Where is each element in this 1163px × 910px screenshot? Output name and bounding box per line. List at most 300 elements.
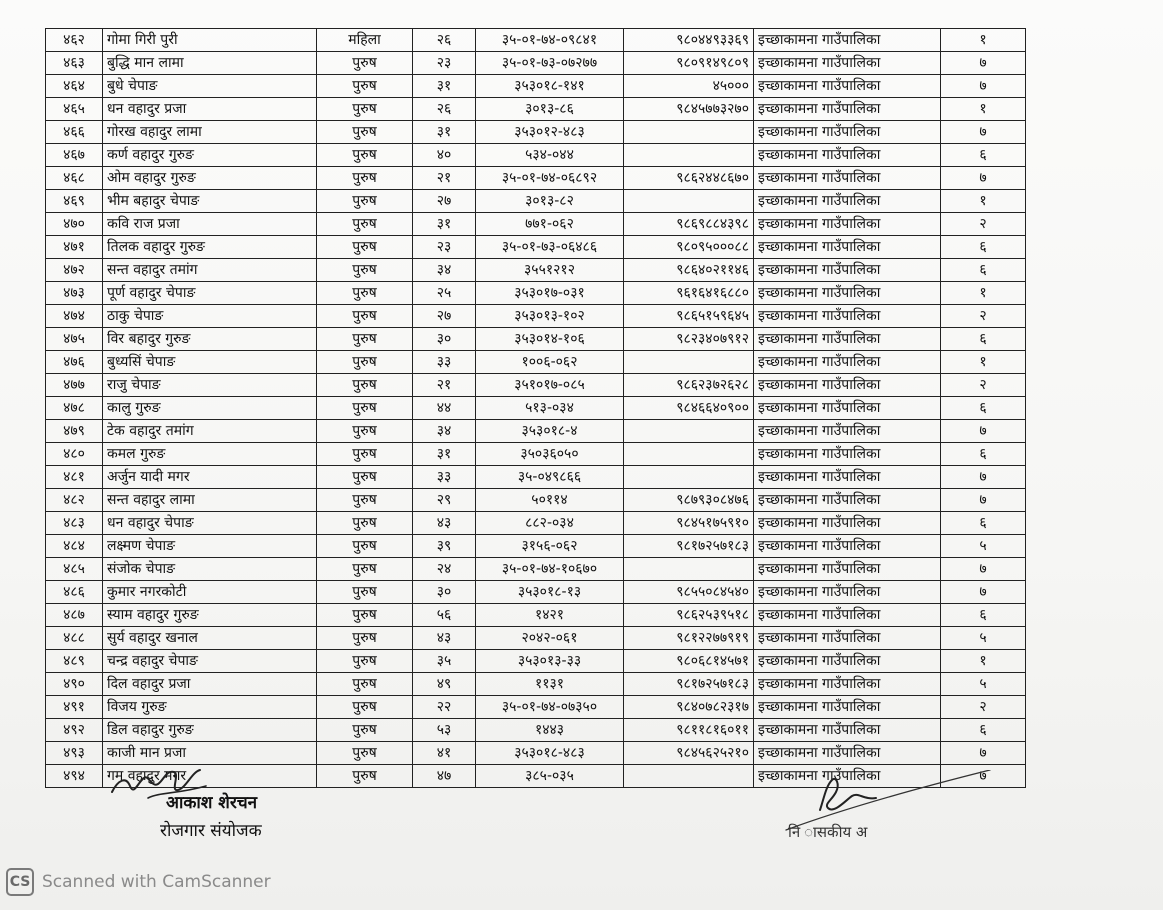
age-cell: २२ — [413, 696, 476, 719]
ward-cell: ६ — [941, 144, 1026, 167]
phone-cell — [624, 765, 754, 788]
age-cell: २१ — [413, 167, 476, 190]
gender-cell: पुरुष — [317, 98, 413, 121]
phone-cell — [624, 420, 754, 443]
name-cell: लक्ष्मण चेपाङ — [103, 535, 317, 558]
name-cell: बुध्यसिं चेपाङ — [103, 351, 317, 374]
serial-number-cell: ४६९ — [46, 190, 103, 213]
ward-cell: ६ — [941, 604, 1026, 627]
table-row — [46, 604, 1026, 627]
name-cell: गम वहादुर मगर — [103, 765, 317, 788]
gender-cell: पुरुष — [317, 604, 413, 627]
serial-number-cell: ४८७ — [46, 604, 103, 627]
gender-cell: पुरुष — [317, 627, 413, 650]
municipality-cell: इच्छाकामना गाउँपालिका — [754, 581, 941, 604]
phone-cell — [624, 558, 754, 581]
phone-cell: ९८०९१४९८०९ — [624, 52, 754, 75]
gender-cell: पुरुष — [317, 374, 413, 397]
citizenship-number-cell: ३५३०१४-१०६ — [476, 328, 624, 351]
name-cell: बुधे चेपाङ — [103, 75, 317, 98]
serial-number-cell: ४७६ — [46, 351, 103, 374]
age-cell: ३९ — [413, 535, 476, 558]
municipality-cell: इच्छाकामना गाउँपालिका — [754, 374, 941, 397]
ward-cell: ७ — [941, 75, 1026, 98]
age-cell: ५३ — [413, 719, 476, 742]
ward-cell: ७ — [941, 420, 1026, 443]
citizenship-number-cell: ३०१३-८६ — [476, 98, 624, 121]
age-cell: ३४ — [413, 259, 476, 282]
table-row — [46, 397, 1026, 420]
table-row — [46, 673, 1026, 696]
municipality-cell: इच्छाकामना गाउँपालिका — [754, 213, 941, 236]
camscanner-watermark — [6, 866, 271, 898]
serial-number-cell: ४६२ — [46, 29, 103, 52]
municipality-cell: इच्छाकामना गाउँपालिका — [754, 627, 941, 650]
age-cell: ४७ — [413, 765, 476, 788]
table-row — [46, 512, 1026, 535]
age-cell: २५ — [413, 282, 476, 305]
table-row — [46, 466, 1026, 489]
serial-number-cell: ४७३ — [46, 282, 103, 305]
municipality-cell: इच्छाकामना गाउँपालिका — [754, 236, 941, 259]
serial-number-cell: ४८८ — [46, 627, 103, 650]
citizenship-number-cell: ३५-०४९८६६ — [476, 466, 624, 489]
ward-cell: १ — [941, 282, 1026, 305]
ward-cell: ५ — [941, 535, 1026, 558]
municipality-cell: इच्छाकामना गाउँपालिका — [754, 305, 941, 328]
citizenship-number-cell: ३५-०१-७४-०९८४१ — [476, 29, 624, 52]
municipality-cell: इच्छाकामना गाउँपालिका — [754, 719, 941, 742]
phone-cell: ९८१२२७७९१९ — [624, 627, 754, 650]
citizenship-number-cell: ३५३०१७-०३१ — [476, 282, 624, 305]
citizenship-number-cell: १४४३ — [476, 719, 624, 742]
ward-cell: १ — [941, 29, 1026, 52]
ward-cell: ७ — [941, 167, 1026, 190]
phone-cell: ९८४५१७५९१० — [624, 512, 754, 535]
serial-number-cell: ४९१ — [46, 696, 103, 719]
serial-number-cell: ४८० — [46, 443, 103, 466]
table-row — [46, 167, 1026, 190]
municipality-cell: इच्छाकामना गाउँपालिका — [754, 742, 941, 765]
gender-cell: पुरुष — [317, 512, 413, 535]
ward-cell: १ — [941, 650, 1026, 673]
age-cell: २१ — [413, 374, 476, 397]
ward-cell: २ — [941, 213, 1026, 236]
citizenship-number-cell: ५१३-०३४ — [476, 397, 624, 420]
name-cell: सुर्य वहादुर खनाल — [103, 627, 317, 650]
name-cell: चन्द्र वहादुर चेपाङ — [103, 650, 317, 673]
gender-cell: पुरुष — [317, 213, 413, 236]
phone-cell: ९८६२५३९५१८ — [624, 604, 754, 627]
name-cell: डिल वहादुर गुरुङ — [103, 719, 317, 742]
ward-cell: ७ — [941, 466, 1026, 489]
phone-cell — [624, 121, 754, 144]
citizenship-number-cell: ३५३०१८-१३ — [476, 581, 624, 604]
name-cell: ठाकु चेपाङ — [103, 305, 317, 328]
name-cell: तिलक वहादुर गुरुङ — [103, 236, 317, 259]
name-cell: कर्ण वहादुर गुरुङ — [103, 144, 317, 167]
name-cell: कवि राज प्रजा — [103, 213, 317, 236]
municipality-cell: इच्छाकामना गाउँपालिका — [754, 696, 941, 719]
citizenship-number-cell: ३८५-०३५ — [476, 765, 624, 788]
table-row — [46, 98, 1026, 121]
serial-number-cell: ४७२ — [46, 259, 103, 282]
table-row — [46, 351, 1026, 374]
ward-cell: २ — [941, 374, 1026, 397]
municipality-cell: इच्छाकामना गाउँपालिका — [754, 167, 941, 190]
name-cell: सन्त वहादुर लामा — [103, 489, 317, 512]
serial-number-cell: ४६६ — [46, 121, 103, 144]
ward-cell: १ — [941, 190, 1026, 213]
phone-cell: ९८२३४०७९१२ — [624, 328, 754, 351]
gender-cell: पुरुष — [317, 305, 413, 328]
municipality-cell: इच्छाकामना गाउँपालिका — [754, 420, 941, 443]
name-cell: स्याम वहादुर गुरुङ — [103, 604, 317, 627]
municipality-cell: इच्छाकामना गाउँपालिका — [754, 512, 941, 535]
age-cell: २६ — [413, 29, 476, 52]
municipality-cell: इच्छाकामना गाउँपालिका — [754, 52, 941, 75]
name-cell: राजु चेपाङ — [103, 374, 317, 397]
ward-cell: ६ — [941, 328, 1026, 351]
ward-cell: ६ — [941, 397, 1026, 420]
table-row — [46, 236, 1026, 259]
gender-cell: पुरुष — [317, 144, 413, 167]
table-row — [46, 328, 1026, 351]
age-cell: ३१ — [413, 75, 476, 98]
officer-role: नि ासकीय अ — [788, 823, 868, 841]
ward-cell: ७ — [941, 489, 1026, 512]
name-cell: कमल गुरुङ — [103, 443, 317, 466]
name-cell: भीम बहादुर चेपाङ — [103, 190, 317, 213]
table-row — [46, 213, 1026, 236]
serial-number-cell: ४६३ — [46, 52, 103, 75]
age-cell: ३० — [413, 328, 476, 351]
ward-cell: १ — [941, 351, 1026, 374]
age-cell: २६ — [413, 98, 476, 121]
gender-cell: पुरुष — [317, 535, 413, 558]
age-cell: ३५ — [413, 650, 476, 673]
name-cell: बुद्धि मान लामा — [103, 52, 317, 75]
citizenship-number-cell: ३५-०१-७३-०७२७७ — [476, 52, 624, 75]
age-cell: २७ — [413, 305, 476, 328]
watermark-text: Scanned with CamScanner — [42, 872, 271, 892]
gender-cell: पुरुष — [317, 190, 413, 213]
gender-cell: पुरुष — [317, 466, 413, 489]
citizenship-number-cell: २०४२-०६१ — [476, 627, 624, 650]
ward-cell: ७ — [941, 52, 1026, 75]
serial-number-cell: ४६५ — [46, 98, 103, 121]
name-cell: विर बहादुर गुरुङ — [103, 328, 317, 351]
table-row — [46, 443, 1026, 466]
citizenship-number-cell: ३५३०१३-१०२ — [476, 305, 624, 328]
age-cell: ४३ — [413, 627, 476, 650]
gender-cell: पुरुष — [317, 236, 413, 259]
serial-number-cell: ४८५ — [46, 558, 103, 581]
serial-number-cell: ४६७ — [46, 144, 103, 167]
table-row — [46, 581, 1026, 604]
gender-cell: पुरुष — [317, 167, 413, 190]
phone-cell: ९८४०७८२३१७ — [624, 696, 754, 719]
citizenship-number-cell: ३५१०१७-०८५ — [476, 374, 624, 397]
age-cell: ३० — [413, 581, 476, 604]
table-row — [46, 719, 1026, 742]
municipality-cell: इच्छाकामना गाउँपालिका — [754, 282, 941, 305]
municipality-cell: इच्छाकामना गाउँपालिका — [754, 397, 941, 420]
citizenship-number-cell: ८८२-०३४ — [476, 512, 624, 535]
name-cell: गोमा गिरी पुरी — [103, 29, 317, 52]
citizenship-number-cell: ३५-०१-७४-०६८९२ — [476, 167, 624, 190]
table-row — [46, 259, 1026, 282]
table-row — [46, 121, 1026, 144]
table-row — [46, 374, 1026, 397]
age-cell: ३३ — [413, 466, 476, 489]
age-cell: २९ — [413, 489, 476, 512]
gender-cell: पुरुष — [317, 719, 413, 742]
gender-cell: पुरुष — [317, 696, 413, 719]
phone-cell: ९८०४४९३३६९ — [624, 29, 754, 52]
ward-cell: ७ — [941, 121, 1026, 144]
phone-cell: ९८७९३०८४७६ — [624, 489, 754, 512]
name-cell: दिल वहादुर प्रजा — [103, 673, 317, 696]
age-cell: ४३ — [413, 512, 476, 535]
gender-cell: पुरुष — [317, 75, 413, 98]
serial-number-cell: ४८३ — [46, 512, 103, 535]
phone-cell: ९८१७२५७१८३ — [624, 535, 754, 558]
name-cell: ओम वहादुर गुरुङ — [103, 167, 317, 190]
age-cell: ३१ — [413, 213, 476, 236]
phone-cell — [624, 144, 754, 167]
municipality-cell: इच्छाकामना गाउँपालिका — [754, 351, 941, 374]
ward-cell: ७ — [941, 765, 1026, 788]
phone-cell: ९८१७२५७१८३ — [624, 673, 754, 696]
phone-cell — [624, 351, 754, 374]
serial-number-cell: ४८४ — [46, 535, 103, 558]
phone-cell: ९८६२४४८६७० — [624, 167, 754, 190]
ward-cell: ५ — [941, 673, 1026, 696]
citizenship-number-cell: १००६-०६२ — [476, 351, 624, 374]
table-row — [46, 696, 1026, 719]
ward-cell: १ — [941, 98, 1026, 121]
name-cell: कुमार नगरकोटी — [103, 581, 317, 604]
name-cell: विजय गुरुङ — [103, 696, 317, 719]
ward-cell: ६ — [941, 512, 1026, 535]
serial-number-cell: ४६८ — [46, 167, 103, 190]
citizenship-number-cell: ७७१-०६२ — [476, 213, 624, 236]
phone-cell: ९८६५१५९६४५ — [624, 305, 754, 328]
officer-signature-block — [780, 770, 1010, 860]
citizenship-number-cell: १४२१ — [476, 604, 624, 627]
municipality-cell: इच्छाकामना गाउँपालिका — [754, 75, 941, 98]
age-cell: ४४ — [413, 397, 476, 420]
coordinator-name: आकाश शेरचन — [166, 793, 258, 813]
serial-number-cell: ४७७ — [46, 374, 103, 397]
gender-cell: पुरुष — [317, 397, 413, 420]
gender-cell: पुरुष — [317, 259, 413, 282]
age-cell: ३३ — [413, 351, 476, 374]
gender-cell: महिला — [317, 29, 413, 52]
phone-cell: ९८६४०२११४६ — [624, 259, 754, 282]
citizenship-number-cell: ३५३०१८-४८३ — [476, 742, 624, 765]
phone-cell: ९८४५७७३२७० — [624, 98, 754, 121]
ward-cell: ६ — [941, 719, 1026, 742]
serial-number-cell: ४७४ — [46, 305, 103, 328]
gender-cell: पुरुष — [317, 558, 413, 581]
name-cell: काजी मान प्रजा — [103, 742, 317, 765]
registry-table — [45, 28, 1026, 788]
municipality-cell: इच्छाकामना गाउँपालिका — [754, 765, 941, 788]
municipality-cell: इच्छाकामना गाउँपालिका — [754, 650, 941, 673]
phone-cell: ९८६२३७२६२८ — [624, 374, 754, 397]
age-cell: ३४ — [413, 420, 476, 443]
serial-number-cell: ४९० — [46, 673, 103, 696]
phone-cell: ९८६९८८४३९८ — [624, 213, 754, 236]
gender-cell: पुरुष — [317, 765, 413, 788]
phone-cell: ९८०६८१४५७१ — [624, 650, 754, 673]
name-cell: धन वहादुर प्रजा — [103, 98, 317, 121]
phone-cell — [624, 190, 754, 213]
table-row — [46, 627, 1026, 650]
phone-cell: ९८४६६४०९०० — [624, 397, 754, 420]
municipality-cell: इच्छाकामना गाउँपालिका — [754, 259, 941, 282]
municipality-cell: इच्छाकामना गाउँपालिका — [754, 29, 941, 52]
municipality-cell: इच्छाकामना गाउँपालिका — [754, 190, 941, 213]
citizenship-number-cell: ३५०३६०५० — [476, 443, 624, 466]
ward-cell: ६ — [941, 443, 1026, 466]
citizenship-number-cell: ३५-०१-७३-०६४८६ — [476, 236, 624, 259]
serial-number-cell: ४८६ — [46, 581, 103, 604]
municipality-cell: इच्छाकामना गाउँपालिका — [754, 121, 941, 144]
citizenship-number-cell: ३५-०१-७४-१०६७० — [476, 558, 624, 581]
municipality-cell: इच्छाकामना गाउँपालिका — [754, 489, 941, 512]
gender-cell: पुरुष — [317, 420, 413, 443]
citizenship-number-cell: ३५३०१८-४ — [476, 420, 624, 443]
table-row — [46, 420, 1026, 443]
phone-cell: ९८०९५०००८८ — [624, 236, 754, 259]
age-cell: २७ — [413, 190, 476, 213]
table-row — [46, 144, 1026, 167]
name-cell: धन वहादुर चेपाङ — [103, 512, 317, 535]
citizenship-number-cell: ३५५१२१२ — [476, 259, 624, 282]
ward-cell: ६ — [941, 259, 1026, 282]
gender-cell: पुरुष — [317, 650, 413, 673]
municipality-cell: इच्छाकामना गाउँपालिका — [754, 604, 941, 627]
serial-number-cell: ४९२ — [46, 719, 103, 742]
phone-cell — [624, 443, 754, 466]
age-cell: ५६ — [413, 604, 476, 627]
citizenship-number-cell: ३५-०१-७४-०७३५० — [476, 696, 624, 719]
employment-coordinator-signature-block — [108, 762, 328, 852]
phone-cell: ९६१६४१६८८० — [624, 282, 754, 305]
camscanner-logo-icon: CS — [6, 868, 34, 896]
municipality-cell: इच्छाकामना गाउँपालिका — [754, 673, 941, 696]
table-row — [46, 305, 1026, 328]
serial-number-cell: ४८९ — [46, 650, 103, 673]
table-row — [46, 535, 1026, 558]
age-cell: २४ — [413, 558, 476, 581]
table-row — [46, 650, 1026, 673]
gender-cell: पुरुष — [317, 489, 413, 512]
citizenship-number-cell: ३१५६-०६२ — [476, 535, 624, 558]
phone-cell: ९८४५६२५२१० — [624, 742, 754, 765]
citizenship-number-cell: ५०११४ — [476, 489, 624, 512]
age-cell: २३ — [413, 236, 476, 259]
ward-cell: ६ — [941, 236, 1026, 259]
phone-cell: ४५००० — [624, 75, 754, 98]
serial-number-cell: ४७१ — [46, 236, 103, 259]
serial-number-cell: ४६४ — [46, 75, 103, 98]
name-cell: पूर्ण वहादुर चेपाङ — [103, 282, 317, 305]
serial-number-cell: ४८१ — [46, 466, 103, 489]
serial-number-cell: ४९३ — [46, 742, 103, 765]
age-cell: २३ — [413, 52, 476, 75]
name-cell: कालु गुरुङ — [103, 397, 317, 420]
ward-cell: २ — [941, 696, 1026, 719]
municipality-cell: इच्छाकामना गाउँपालिका — [754, 558, 941, 581]
gender-cell: पुरुष — [317, 581, 413, 604]
age-cell: ४९ — [413, 673, 476, 696]
age-cell: ३१ — [413, 443, 476, 466]
gender-cell: पुरुष — [317, 742, 413, 765]
name-cell: संजोक चेपाङ — [103, 558, 317, 581]
table-row — [46, 52, 1026, 75]
serial-number-cell: ४७८ — [46, 397, 103, 420]
table-row — [46, 282, 1026, 305]
gender-cell: पुरुष — [317, 121, 413, 144]
citizenship-number-cell: ३५३०१८-१४१ — [476, 75, 624, 98]
registry-body — [46, 29, 1026, 788]
citizenship-number-cell: ११३१ — [476, 673, 624, 696]
name-cell: सन्त वहादुर तमांग — [103, 259, 317, 282]
citizenship-number-cell: ३५३०१३-३३ — [476, 650, 624, 673]
ward-cell: ५ — [941, 627, 1026, 650]
serial-number-cell: ४८२ — [46, 489, 103, 512]
gender-cell: पुरुष — [317, 351, 413, 374]
municipality-cell: इच्छाकामना गाउँपालिका — [754, 443, 941, 466]
citizenship-number-cell: ३५३०१२-४८३ — [476, 121, 624, 144]
citizenship-number-cell: ५३४-०४४ — [476, 144, 624, 167]
ward-cell: ७ — [941, 581, 1026, 604]
table-row — [46, 190, 1026, 213]
ward-cell: २ — [941, 305, 1026, 328]
serial-number-cell: ४७० — [46, 213, 103, 236]
name-cell: गोरख वहादुर लामा — [103, 121, 317, 144]
municipality-cell: इच्छाकामना गाउँपालिका — [754, 98, 941, 121]
municipality-cell: इच्छाकामना गाउँपालिका — [754, 466, 941, 489]
gender-cell: पुरुष — [317, 52, 413, 75]
table-row — [46, 558, 1026, 581]
serial-number-cell: ४९४ — [46, 765, 103, 788]
ward-cell: ७ — [941, 742, 1026, 765]
phone-cell: ९८५५०८४५४० — [624, 581, 754, 604]
table-row — [46, 29, 1026, 52]
gender-cell: पुरुष — [317, 673, 413, 696]
gender-cell: पुरुष — [317, 443, 413, 466]
table-row — [46, 75, 1026, 98]
ward-cell: ७ — [941, 558, 1026, 581]
municipality-cell: इच्छाकामना गाउँपालिका — [754, 144, 941, 167]
name-cell: अर्जुन यादी मगर — [103, 466, 317, 489]
name-cell: टेक वहादुर तमांग — [103, 420, 317, 443]
gender-cell: पुरुष — [317, 282, 413, 305]
age-cell: ४१ — [413, 742, 476, 765]
phone-cell: ९८११८१६०११ — [624, 719, 754, 742]
gender-cell: पुरुष — [317, 328, 413, 351]
coordinator-role: रोजगार संयोजक — [160, 821, 262, 841]
table-row — [46, 489, 1026, 512]
municipality-cell: इच्छाकामना गाउँपालिका — [754, 535, 941, 558]
citizenship-number-cell: ३०१३-८२ — [476, 190, 624, 213]
serial-number-cell: ४७५ — [46, 328, 103, 351]
